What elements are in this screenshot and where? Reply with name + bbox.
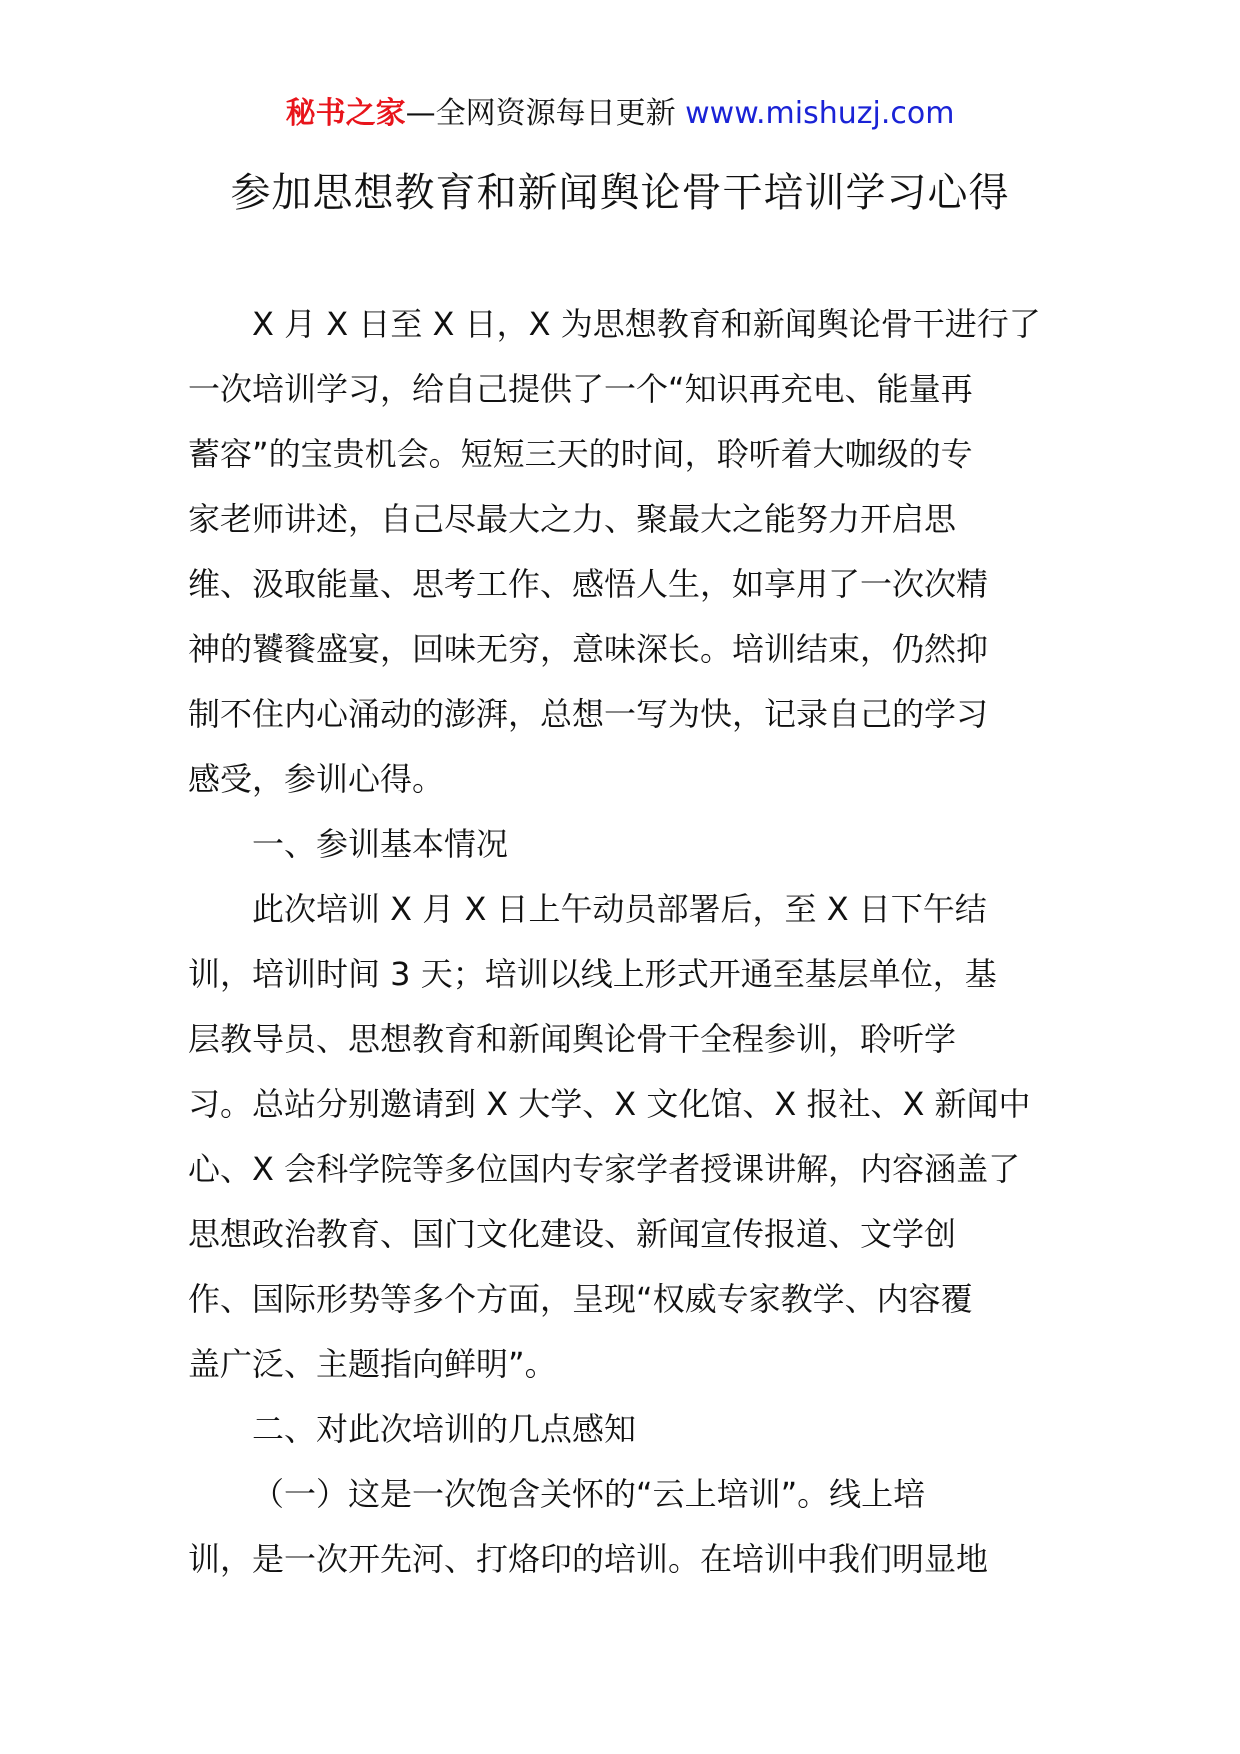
text-line: 蓄容”的宝贵机会。短短三天的时间，聆听着大咖级的专	[188, 435, 973, 473]
brand-name: 秘书之家	[285, 96, 406, 131]
text-line: 家老师讲述，自己尽最大之力、聚最大之能努力开启思	[188, 500, 957, 538]
heading-text: 二、对此次培训的几点感知	[252, 1410, 637, 1448]
text-line: 感受，参训心得。	[188, 760, 445, 798]
text-line: X 月 X 日至 X 日，X 为思想教育和新闻舆论骨干进行了	[252, 305, 1041, 343]
text-line: 心、X 会科学院等多位国内专家学者授课讲解，内容涵盖了	[188, 1150, 1021, 1188]
document-title: 参加思想教育和新闻舆论骨干培训学习心得	[230, 170, 1010, 216]
text-line: 一次培训学习，给自己提供了一个“知识再充电、能量再	[188, 370, 973, 408]
text-line: 层教导员、思想教育和新闻舆论骨干全程参训，聆听学	[188, 1020, 957, 1058]
text-line: 维、汲取能量、思考工作、感悟人生，如享用了一次次精	[188, 565, 989, 603]
text-line: 此次培训 X 月 X 日上午动员部署后，至 X 日下午结	[252, 890, 987, 928]
site-url-link[interactable]: www.mishuzj.com	[685, 96, 955, 131]
text-line: 习。总站分别邀请到 X 大学、X 文化馆、X 报社、X 新闻中	[188, 1085, 1031, 1123]
site-tagline: —全网资源每日更新	[405, 96, 676, 131]
text-line: 训，培训时间 3 天；培训以线上形式开通至基层单位，基	[188, 955, 997, 993]
text-line: （一）这是一次饱含关怀的“云上培训”。线上培	[252, 1475, 926, 1513]
text-line: 神的饕餮盛宴，回味无穷，意味深长。培训结束，仍然抑	[188, 630, 989, 668]
text-line: 作、国际形势等多个方面，呈现“权威专家教学、内容覆	[188, 1280, 973, 1318]
site-header	[0, 94, 1240, 134]
text-line: 盖广泛、主题指向鲜明”。	[188, 1345, 557, 1383]
section-heading-1	[188, 812, 1054, 877]
heading-text: 一、参训基本情况	[252, 825, 509, 863]
paragraph-training-overview	[188, 877, 1054, 1397]
text-line: 训，是一次开先河、打烙印的培训。在培训中我们明显地	[188, 1540, 989, 1578]
paragraph-intro	[188, 292, 1054, 812]
document-body	[188, 292, 1054, 1592]
paragraph-cloud-training	[188, 1462, 1054, 1592]
section-heading-2	[188, 1397, 1054, 1462]
text-line: 制不住内心涌动的澎湃，总想一写为快，记录自己的学习	[188, 695, 989, 733]
text-line: 思想政治教育、国门文化建设、新闻宣传报道、文学创	[188, 1215, 957, 1253]
